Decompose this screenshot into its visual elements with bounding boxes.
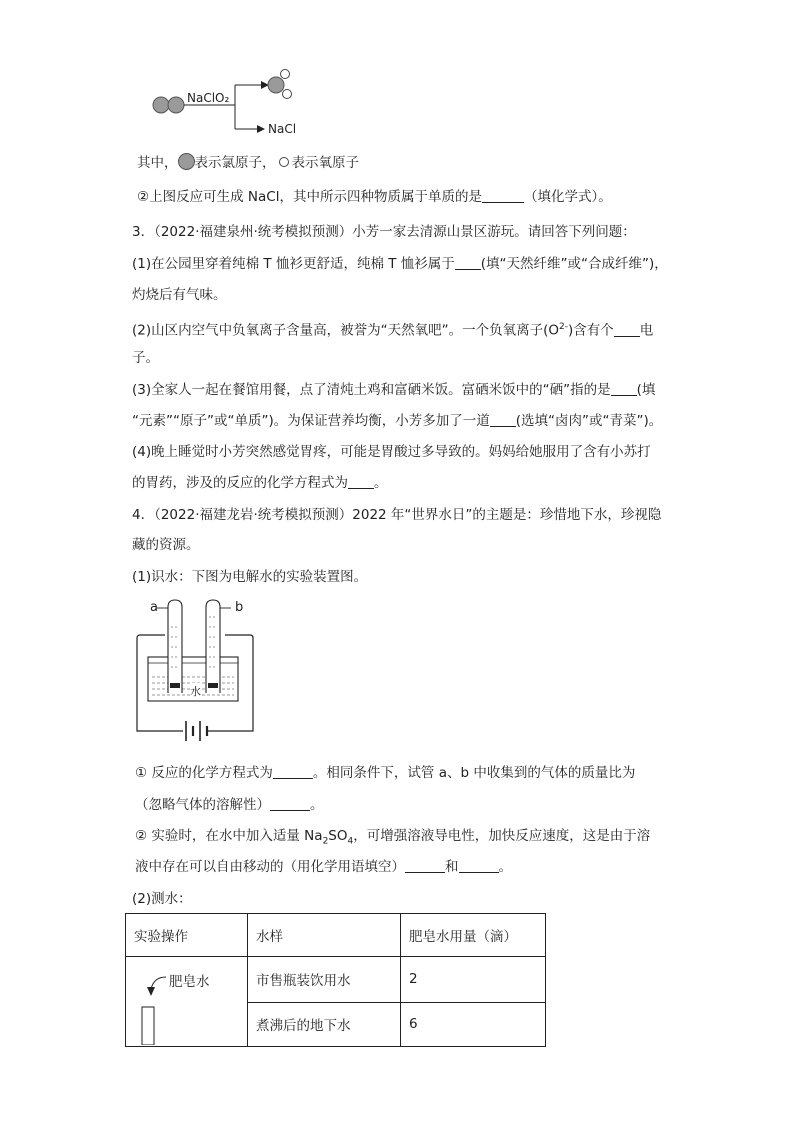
oxygen-atom <box>283 90 292 99</box>
table-cell-amount: 6 <box>401 1002 546 1047</box>
q4-s2-cont: 液中存在可以自由移动的（用化学用语填空） 和 。 <box>135 859 512 875</box>
q3-header: 3．（2022·福建泉州·统考模拟预测）小芳一家去清源山景区游玩。请回答下列问题： <box>132 224 636 240</box>
q4-s1-cont: （忽略气体的溶解性） 。 <box>135 797 324 813</box>
reagent-label: NaClO₂ <box>187 91 230 105</box>
q2-part2: ②上图反应可生成 NaCl，其中所示四种物质属于单质的是 （填化学式）。 <box>137 189 612 205</box>
operation-cell <box>126 957 248 1047</box>
q3-p1-cont: 灼烧后有气味。 <box>132 287 227 303</box>
chlorine-atom-icon <box>178 153 195 170</box>
q3-p2: (2)山区内空气中负氧离子含量高，被誉为“天然氧吧”。一个负氧离子$(O^{2-})$含有个 电 <box>132 322 654 339</box>
tube-a-label: a <box>150 600 158 615</box>
table-header: 肥皂水用量（滴） <box>401 914 546 957</box>
chlorine-atom <box>168 97 184 113</box>
oxygen-atom <box>281 70 290 79</box>
q4-header-cont: 藏的资源。 <box>132 537 200 553</box>
q4-p1: (1)识水：下图为电解水的实验装置图。 <box>132 569 368 585</box>
chlorine-atom <box>268 77 284 93</box>
table-row <box>126 957 546 1003</box>
chlorine-atom <box>153 97 169 113</box>
legend-line: 其中， 表示氯原子， 表示氧原子 <box>137 155 359 171</box>
q3-p3: (3)全家人一起在餐馆用餐，点了清炖土鸡和富硒米饭。富硒米饭中的“硒”指的是 (填 <box>132 382 656 398</box>
tube-b-label: b <box>235 600 244 615</box>
table-cell-amount: 2 <box>401 957 546 1003</box>
q4-s1: ① 反应的化学方程式为 。相同条件下，试管 a、b 中收集到的气体的质量比为 <box>135 765 636 781</box>
table-header: 实验操作 <box>126 914 248 957</box>
table-header-row <box>126 914 546 957</box>
water-label: 水 <box>190 685 201 698</box>
table-cell-sample: 市售瓶装饮用水 <box>248 957 401 1003</box>
q3-p2-cont: 子。 <box>132 350 159 366</box>
q4-p2: (2)测水： <box>132 891 192 907</box>
q4-header: 4．（2022·福建龙岩·统考模拟预测）2022 年“世界水日”的主题是：珍惜地下水，珍视隐 <box>132 507 662 523</box>
table-header: 水样 <box>248 914 401 957</box>
electrolysis-apparatus <box>130 597 270 747</box>
table-cell-sample: 煮沸后的地下水 <box>248 1002 401 1047</box>
water-test-table <box>125 913 546 1047</box>
soap-water-label: 肥皂水 <box>169 974 210 990</box>
q4-s2: ② 实验时，在水中加入适量 $Na_2SO_4$，可增强溶液导电性，加快反应速度，这是由于溶 <box>135 828 651 847</box>
oxygen-atom-icon <box>279 157 289 167</box>
product-label: NaCl <box>268 122 297 136</box>
q3-p3-cont: “元素”“原子”或“单质”)。为保证营养均衡，小芳多加了一道 (选填“卤肉”或“青菜”)。 <box>132 413 663 429</box>
q3-p4-cont: 的胃药，涉及的反应的化学方程式为 。 <box>132 475 388 491</box>
q3-p4: (4)晚上睡觉时小芳突然感觉胃疼，可能是胃酸过多导致的。妈妈给她服用了含有小苏打 <box>132 444 651 460</box>
q3-p1: (1)在公园里穿着纯棉 T 恤衫更舒适，纯棉 T 恤衫属于 (填“天然纤维”或“合成纤维”)， <box>132 256 668 272</box>
